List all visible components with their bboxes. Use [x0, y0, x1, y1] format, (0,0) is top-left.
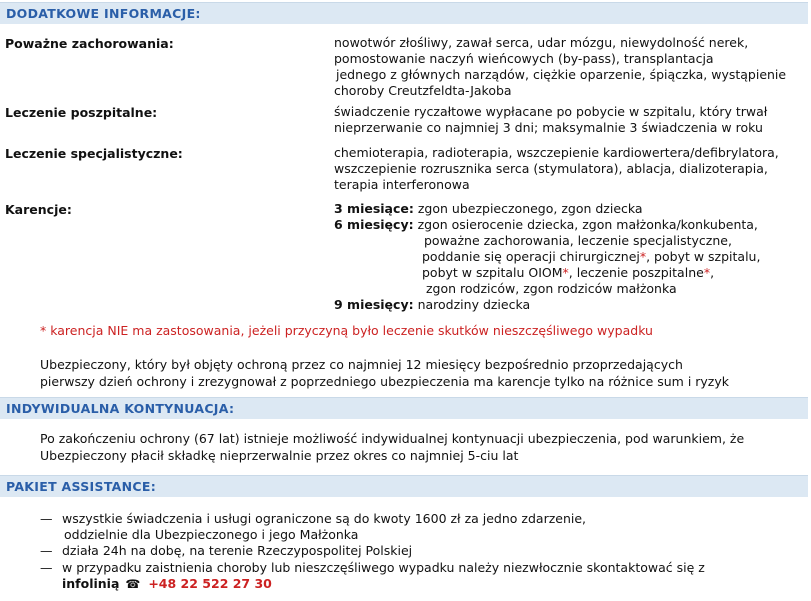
text-line [334, 249, 760, 265]
asterisk-mark: * [703, 265, 711, 280]
text-fragment: , pobyt w szpitalu, [646, 249, 761, 264]
karencja-9m [334, 297, 760, 313]
list-bullet: — [40, 511, 53, 526]
section-title: INDYWIDUALNA KONTYNUACJA: [6, 401, 235, 416]
phone-icon: ☎ [125, 577, 141, 591]
text-fragment: poddanie się operacji chirurgicznej [422, 249, 640, 264]
list-item [62, 560, 705, 592]
row-label-poszpitalne: Leczenie poszpitalne: [5, 105, 158, 120]
section-header-kontynuacja [0, 397, 808, 419]
section-header-dodatkowe [0, 2, 808, 24]
karencja-6m [334, 217, 760, 233]
infolinia-label: infolinią [62, 576, 120, 591]
karencja-9m-label: 9 miesięcy: [334, 297, 414, 312]
kontynuacja-paragraph [40, 430, 744, 464]
asterisk-mark: * [562, 265, 569, 280]
karencja-9m-text: narodziny dziecka [413, 297, 531, 312]
text-line: nowotwór złośliwy, zawał serca, udar mózgu, niewydolność nerek, [334, 35, 749, 50]
text-line: wszczepienie rozrusznika serca (stymulatora), ablacja, dializoterapia, [334, 161, 768, 176]
karencja-3m-label: 3 miesiące: [334, 201, 414, 216]
section-title: DODATKOWE INFORMACJE: [6, 6, 201, 21]
list-item [62, 511, 586, 543]
text-line: Po zakończeniu ochrony (67 lat) istnieje możliwość indywidualnej kontynuacji ubezpieczenia, pod warunkiem, że [40, 431, 745, 446]
text-line: Ubezpieczony płacił składkę nieprzerwalnie przez okres co najmniej 5-ciu lat [40, 448, 519, 463]
text-line: nieprzerwanie co najmniej 3 dni; maksymalnie 3 świadczenia w roku [334, 120, 763, 135]
text-line: chemioterapia, radioterapia, wszczepienie kardiowertera/defibrylatora, [334, 145, 779, 160]
text-line: terapia interferonowa [334, 177, 470, 192]
text-line: zgon rodziców, zgon rodziców małżonka [426, 281, 677, 296]
text-line: świadczenie ryczałtowe wypłacane po pobycie w szpitalu, który trwał [334, 104, 768, 119]
text-line: Ubezpieczony, który był objęty ochroną przez co najmniej 12 miesięcy bezpośrednio przoprzedających [40, 357, 683, 372]
text-fragment: pobyt w szpitalu OIOM [422, 265, 563, 280]
karencja-note: * karencja NIE ma zastosowania, jeżeli przyczyną było leczenie skutków nieszczęśliwego wypadku [40, 323, 653, 338]
karencja-paragraph [40, 356, 729, 390]
list-bullet: — [40, 560, 53, 575]
karencja-3m [334, 201, 760, 217]
section-title: PAKIET ASSISTANCE: [6, 479, 157, 494]
asterisk-mark: * [639, 249, 647, 264]
phone-number-link[interactable]: +48 22 522 27 30 [148, 576, 272, 591]
text-fragment: , leczenie poszpitalne [568, 265, 704, 280]
text-line: w przypadku zaistnienia choroby lub nieszczęśliwego wypadku należy niezwłocznie skontaktować się z [62, 560, 705, 575]
text-line: wszystkie świadczenia i usługi ograniczone są do kwoty 1600 zł za jedno zdarzenie, [62, 511, 587, 526]
row-label-powazne: Poważne zachorowania: [5, 36, 174, 51]
list-bullet: — [40, 543, 53, 558]
karencja-6m-label: 6 miesięcy: [334, 217, 414, 232]
text-line: poważne zachorowania, leczenie specjalistyczne, [424, 233, 732, 248]
text-line: pomostowanie naczyń wieńcowych (by-pass), transplantacja [334, 51, 714, 66]
contact-line [62, 576, 705, 592]
row-value-poszpitalne [334, 104, 767, 136]
list-item: działa 24h na dobę, na terenie Rzeczypospolitej Polskiej [62, 543, 413, 558]
text-line: jednego z głównych narządów, ciężkie oparzenie, śpiączka, wystąpienie [336, 67, 787, 82]
row-value-karencje [334, 201, 760, 313]
text-line: oddzielnie dla Ubezpieczonego i jego Małżonka [64, 527, 359, 542]
text-line: choroby Creutzfeldta-Jakoba [334, 83, 512, 98]
row-value-powazne [334, 35, 786, 99]
row-label-specjalistyczne: Leczenie specjalistyczne: [5, 146, 183, 161]
karencja-6m-text: zgon osierocenie dziecka, zgon małżonka/konkubenta, [413, 217, 758, 232]
text-line: pobyt w szpitalu OIOM*, leczenie poszpitalne*, [422, 265, 715, 280]
section-header-assistance [0, 475, 808, 497]
row-label-karencje: Karencje: [5, 202, 72, 217]
row-value-specjalistyczne [334, 145, 779, 193]
text-line: pierwszy dzień ochrony i zrezygnował z poprzedniego ubezpieczenia ma karencje tylko na różnice sum i ryzyk [40, 374, 730, 389]
karencja-3m-text: zgon ubezpieczonego, zgon dziecka [413, 201, 643, 216]
